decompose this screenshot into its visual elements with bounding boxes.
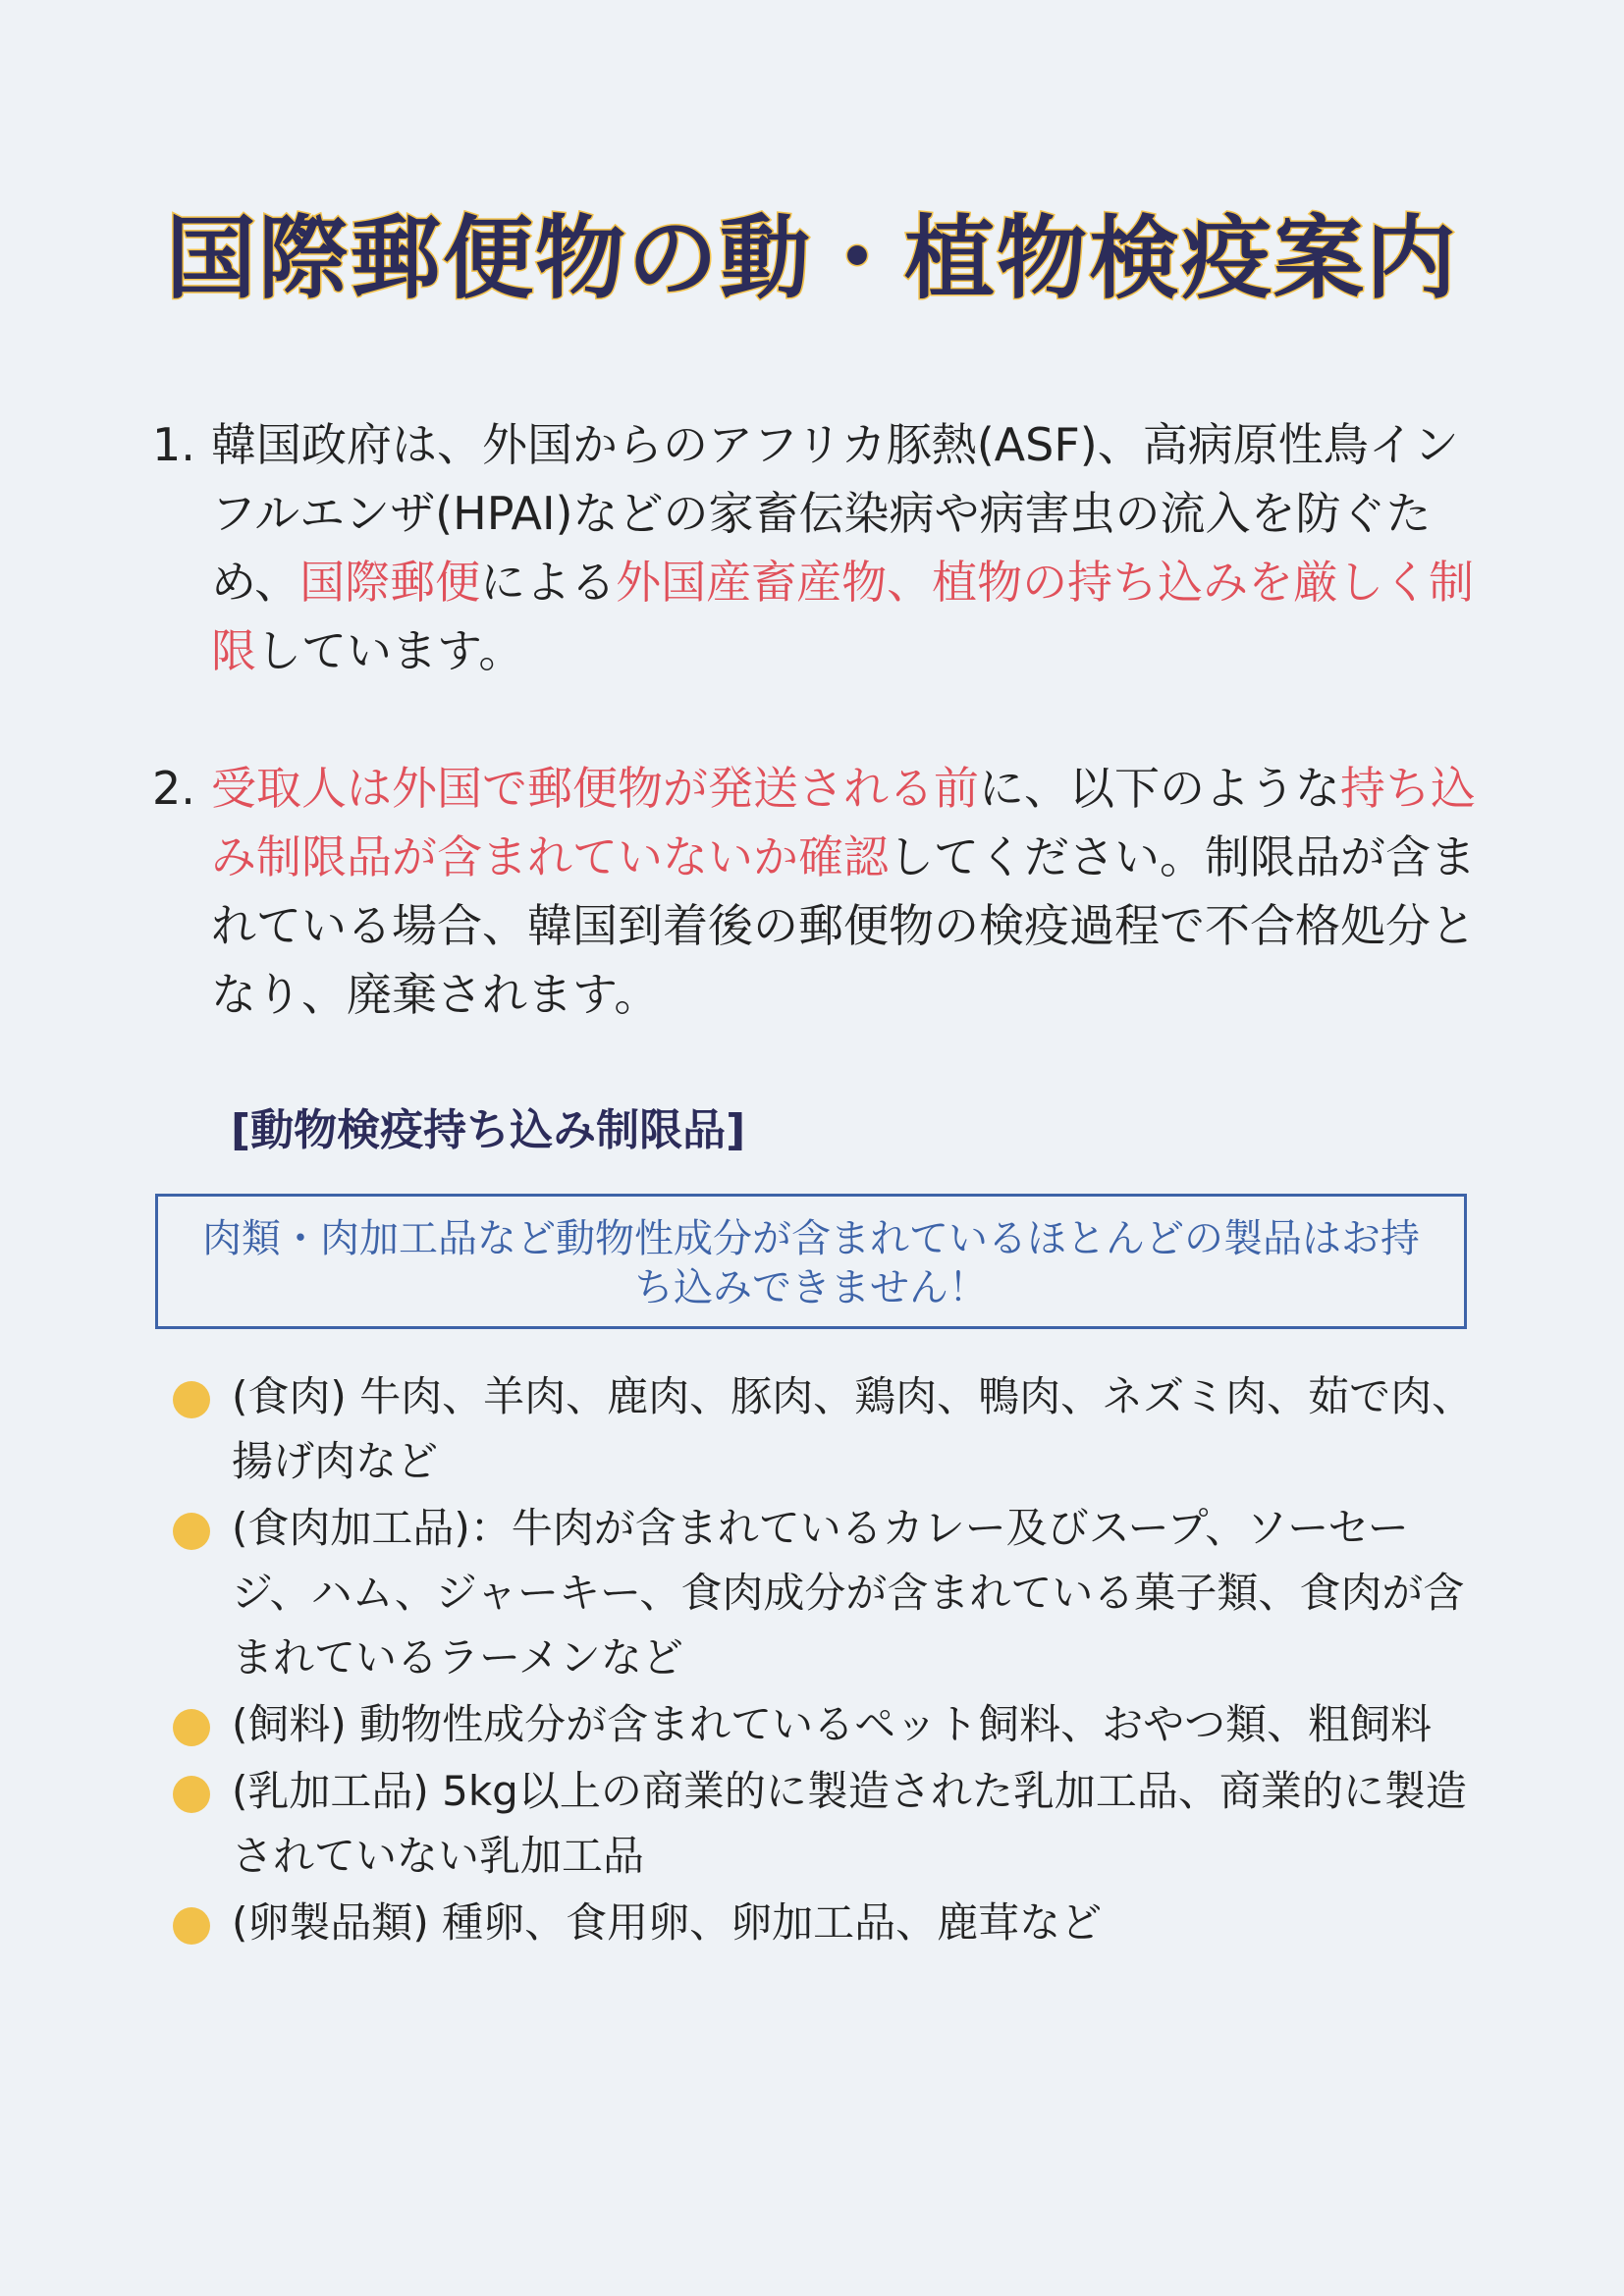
paragraph-1 [152,410,1478,685]
paragraph-2-number: 2. [152,762,195,815]
paragraph-1-body [211,410,1478,685]
paragraph-2-body [211,754,1478,1029]
paragraph-1-highlight-2: 外国産畜産物、植物の持ち込みを厳しく制限 [211,556,1475,677]
bullet-dot-icon [173,1709,210,1746]
list-item-text: (食肉) 牛肉、羊肉、鹿肉、豚肉、鶏肉、鴨肉、ネズミ肉、茹で肉、揚げ肉など [232,1372,1474,1485]
paragraph-2 [152,754,1478,1029]
list-item [167,1692,1483,1757]
paragraph-1-text-2: による [480,556,617,609]
bullet-dot-icon [173,1776,210,1813]
list-item [167,1891,1483,1955]
page-title: 国際郵便物の動・植物検疫案内 [165,206,1458,311]
bullet-dot-icon [173,1381,210,1418]
paragraph-1-text-3: しています。 [256,624,524,677]
notice-box: 肉類・肉加工品など動物性成分が含まれているほとんどの製品はお持ち込みできません！ [155,1194,1467,1329]
paragraph-1-highlight-1: 国際郵便 [299,556,481,609]
paragraph-2-text-2: してください。制限品が含まれている場合、韓国到着後の郵便物の検疫過程で不合格処分となり、廃棄されます。 [211,830,1476,1021]
list-item-text: (乳加工品) 5kg以上の商業的に製造された乳加工品、商業的に製造されていない乳加工品 [232,1767,1467,1880]
bullet-dot-icon [173,1513,210,1550]
paragraph-2-text-1: に、以下のような [979,762,1340,815]
list-item-text: (飼料) 動物性成分が含まれているペット飼料、おやつ類、粗飼料 [232,1700,1433,1748]
paragraph-1-number: 1. [152,418,195,471]
paragraph-2-highlight-2: 持ち込み制限品が含まれていないか確認 [211,762,1476,883]
list-item-text: (卵製品類) 種卵、食用卵、卵加工品、鹿茸など [232,1898,1103,1947]
list-item [167,1496,1483,1690]
paragraph-1-text-1: 韓国政府は、外国からのアフリカ豚熱(ASF)、高病原性鳥インフルエンザ(HPAI)などの家畜伝染病や病害虫の流入を防ぐため、 [211,418,1459,609]
list-item [167,1364,1483,1494]
paragraph-2-highlight-1: 受取人は外国で郵便物が発送される前 [211,762,979,815]
list-item-text: (食肉加工品)：牛肉が含まれているカレー及びスープ、ソーセージ、ハム、ジャーキー、食肉成分が含まれている菓子類、食肉が含まれているラーメンなど [232,1504,1465,1682]
bullet-dot-icon [173,1907,210,1945]
restricted-items-list [167,1364,1483,1957]
section-heading: [動物検疫持ち込み制限品] [231,1105,746,1155]
list-item [167,1759,1483,1889]
